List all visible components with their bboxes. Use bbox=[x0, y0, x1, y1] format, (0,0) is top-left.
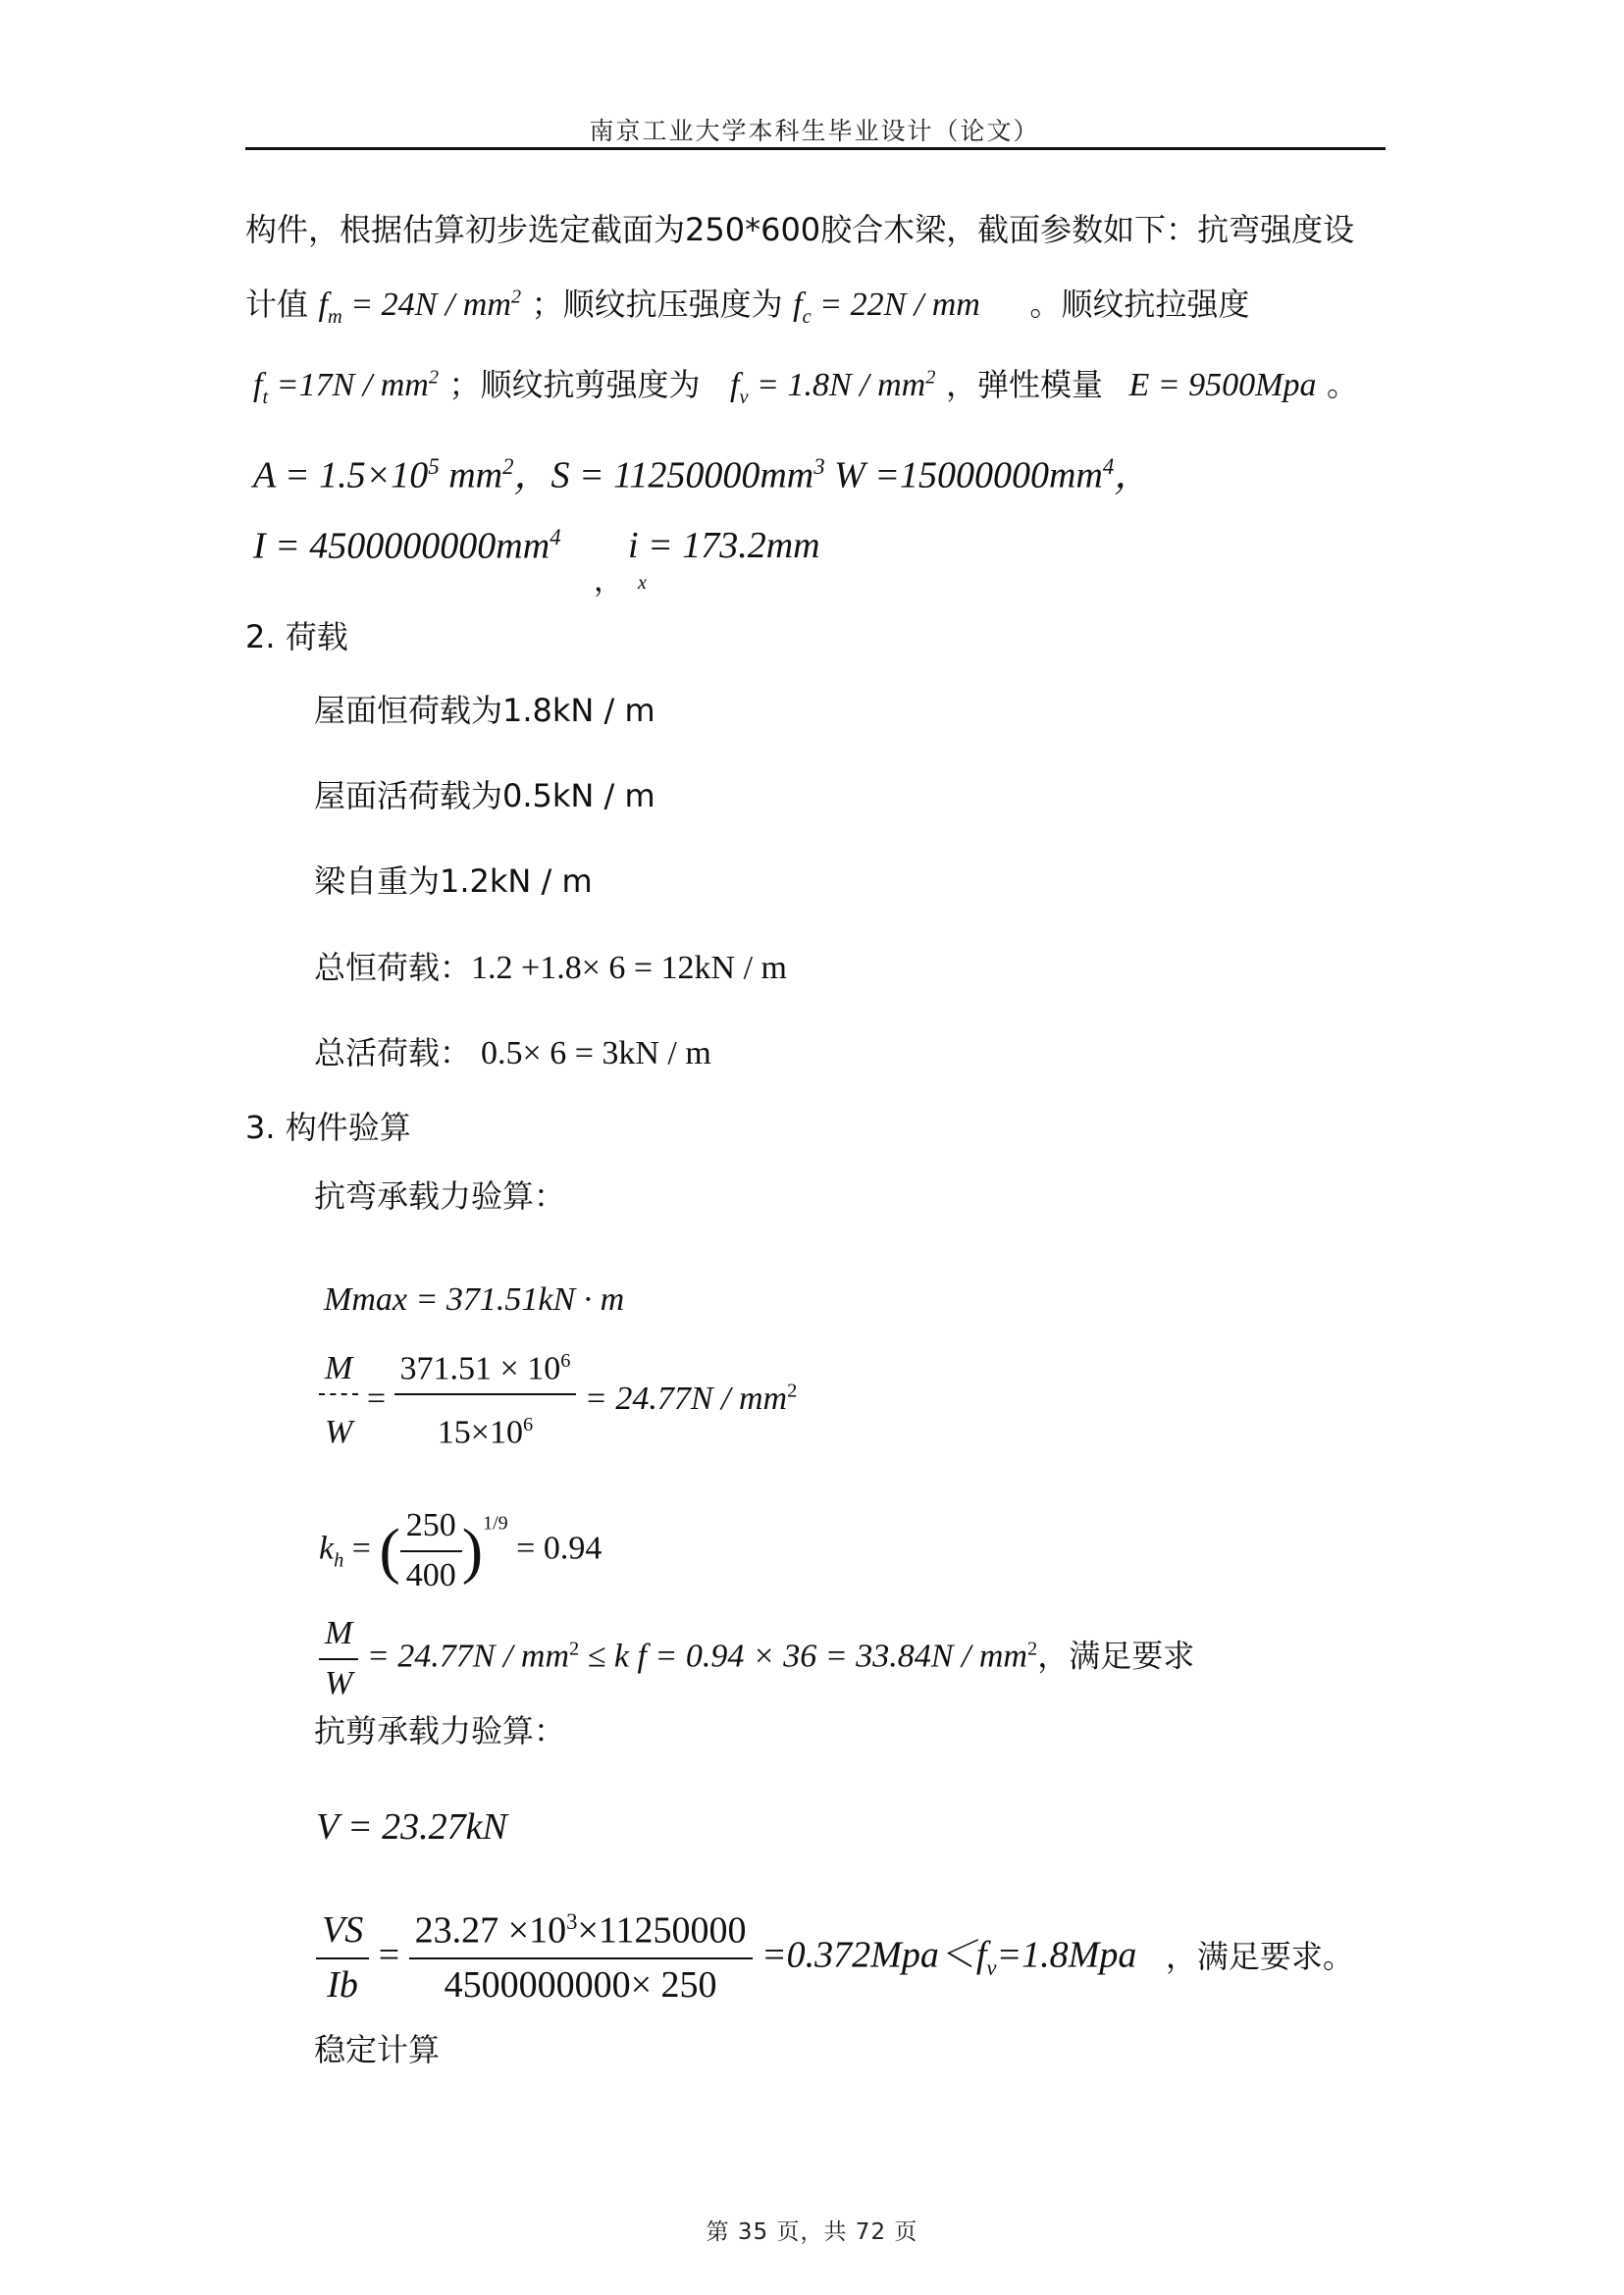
shear-check-title: 抗剪承载力验算： bbox=[314, 1712, 566, 1749]
shear-force-value: V = 23.27kN bbox=[316, 1806, 507, 1848]
page-number: 第 35 页，共 72 页 bbox=[706, 2219, 918, 2245]
mw-equation: $\frac{M}{W}$ = $\frac{371.51 \times 10^6}{15\times 10^6}$ = $24.77N / mm^2$ bbox=[319, 1349, 797, 1453]
mw-left-fraction: $\frac{M}{W}$ bbox=[319, 1349, 358, 1453]
page-header-title: 南京工业大学本科生毕业设计（论文） bbox=[589, 117, 1040, 145]
radius-gyration: i = 173.2mm bbox=[628, 525, 820, 566]
roof-dead-load: 屋面恒荷载为1.8kN / m bbox=[314, 692, 655, 729]
ft-symbol: $f_t =17N / mm^2$ bbox=[253, 366, 440, 408]
header-rule bbox=[245, 147, 1386, 150]
kh-fraction: $\frac{250}{400}$ bbox=[400, 1506, 462, 1596]
stability-title: 稳定计算 bbox=[314, 2031, 441, 2068]
section-area-line: $A = 1.5\times 10^5$ $mm^2$，$S = 11250000mm^3$ $W =15000000mm^4$， bbox=[253, 454, 1152, 496]
shear-stress-equation: $\frac{VS}{Ib}$ = $\frac{23.27 \times 10^3\times 11250000}{4500000000\times 250}$ $=0.372Mpa<f_v=1.8Mpa$ ，满足要求。 bbox=[316, 1908, 1354, 2008]
beam-self-weight: 梁自重为1.2kN / m bbox=[314, 862, 593, 900]
bending-inequality: $\frac{M}{W}$ = $24.77N / mm^2 \le k$ $f = 0.94 \times 36 = 33.84N / mm^2$，满足要求 bbox=[319, 1614, 1194, 1704]
intro-line-3: $f_t =17N / mm^2$ ；顺纹抗剪强度为 $f_v = 1.8N / mm^2$ ，弹性模量 E = 9500Mpa 。 bbox=[253, 366, 1359, 408]
radius-subscript: x bbox=[638, 572, 647, 594]
mmax-value: Mmax = 371.51kN · m bbox=[324, 1281, 625, 1318]
e-modulus: E = 9500Mpa bbox=[1128, 367, 1317, 403]
vs-left-fraction: $\frac{VS}{Ib}$ bbox=[316, 1908, 369, 2008]
kh-equation: $k_h$ = ( $\frac{250}{400}$ )$^{1/9}$ = 0.94 bbox=[319, 1506, 602, 1596]
check-heading: 3. 构件验算 bbox=[245, 1109, 411, 1146]
total-live-load: 总活荷载： 0.5× 6 = 3kN / m bbox=[314, 1034, 711, 1071]
total-dead-load: 总恒荷载：1.2 +1.8× 6 = 12kN / m bbox=[314, 949, 787, 986]
ineq-fraction: $\frac{M}{W}$ bbox=[319, 1614, 358, 1704]
fv-symbol: $f_v = 1.8N / mm^2$ bbox=[730, 366, 936, 408]
vs-right-fraction: $\frac{23.27 \times 10^3\times 11250000}{4500000000\times 250}$ bbox=[409, 1908, 753, 2008]
intro-line-1: 构件，根据估算初步选定截面为250*600胶合木梁，截面参数如下：抗弯强度设 bbox=[245, 211, 1355, 248]
loads-heading: 2. 荷载 bbox=[245, 618, 348, 655]
bending-check-title: 抗弯承载力验算： bbox=[314, 1177, 566, 1215]
mw-right-fraction: $\frac{371.51 \times 10^6}{15\times 10^6}$ bbox=[394, 1349, 577, 1453]
fm-symbol: $f_m = 24N / mm^2$ bbox=[318, 286, 522, 328]
intro-line-2: 计值 $f_m = 24N / mm^2$ ；顺纹抗压强度为 $f_c = 22N$ / mm 。顺纹抗拉强度 bbox=[245, 286, 1250, 328]
section-inertia-line: $I = 4500000000mm^4$ bbox=[253, 525, 561, 567]
section-comma: ， bbox=[594, 565, 623, 598]
fc-symbol: $f_c = 22N$ / mm bbox=[793, 287, 980, 328]
roof-live-load: 屋面活荷载为0.5kN / m bbox=[314, 777, 655, 814]
